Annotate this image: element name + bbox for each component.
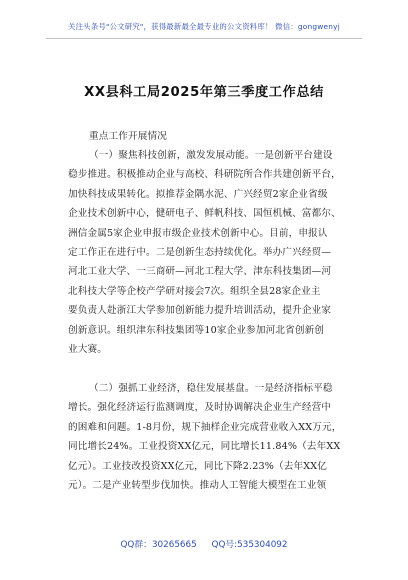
paragraph-line: 元）。二是产业转型步伐加快。推动人工智能大模型在工业领: [68, 480, 327, 492]
paragraph-line: 企业技术创新中心，健研电子、鲜帆科技、国恒机械、富都尔、: [68, 208, 341, 220]
paragraph-line: 业大赛。: [68, 344, 107, 356]
paragraph-industry: [68, 379, 344, 495]
section-heading-text: 重点工作开展情况: [89, 131, 167, 142]
paragraph-line: 稳步推进。积极推动企业与高校、科研院所合作共建创新平台，: [68, 169, 341, 181]
paragraph-line: 洲信金属5家企业申报市级企业技术创新中心。目前，申报认: [68, 227, 328, 239]
paragraph-line: 亿元）。工业技改投资XX亿元，同比下降2.23%（去年XX亿: [68, 460, 327, 472]
paragraph-line: 要负责人赴浙江大学参加创新能力提升培训活动，提升企业家: [68, 305, 332, 317]
qq-group: QQ群：30265665: [120, 540, 197, 550]
paragraph-innovation: [68, 146, 344, 359]
section-heading: [68, 127, 344, 146]
header-divider: [46, 38, 362, 39]
footer-contact: [0, 537, 408, 550]
paragraph-line: 定工作正在进行中。二是创新生态持续优化。举办广兴经贸—: [68, 247, 332, 259]
paragraph-line: （一）聚焦科技创新，激发发展动能。一是创新平台建设: [89, 150, 333, 161]
paragraph-line: 创新意识。组织津东科技集团等10家企业参加河北省创新创: [68, 324, 325, 336]
paragraph-line: 增长。强化经济运行监测调度，及时协调解决企业生产经营中: [68, 402, 332, 414]
paragraph-line: 同比增长24%。工业投资XX亿元，同比增长11.84%（去年XX: [68, 441, 341, 453]
qq-number: QQ号:535304092: [211, 540, 288, 550]
paragraph-line: （二）强抓工业经济，稳住发展基盘。一是经济指标平稳: [89, 383, 333, 394]
document-title: XX县科工局2025年第三季度工作总结: [84, 85, 324, 100]
paragraph-line: 河北工业大学、一三商研—河北工程大学、津东科技集团—河: [68, 266, 332, 278]
paragraph-line: 的困难和问题。1-8月份，规下抽样企业完成营业收入XX万元，: [68, 421, 342, 433]
paragraph-line: 加快科技成果转化。拟推荐金隅水泥、广兴经贸2家企业省级: [68, 188, 328, 200]
paragraph-line: 北科技大学等企校产学研对接会7次。组织全县28家企业主: [68, 285, 321, 297]
header-promo-note: 关注头条号"公文研究"，获得最新最全最专业的公文资料库！ 微信：gongwenyj: [68, 22, 340, 31]
